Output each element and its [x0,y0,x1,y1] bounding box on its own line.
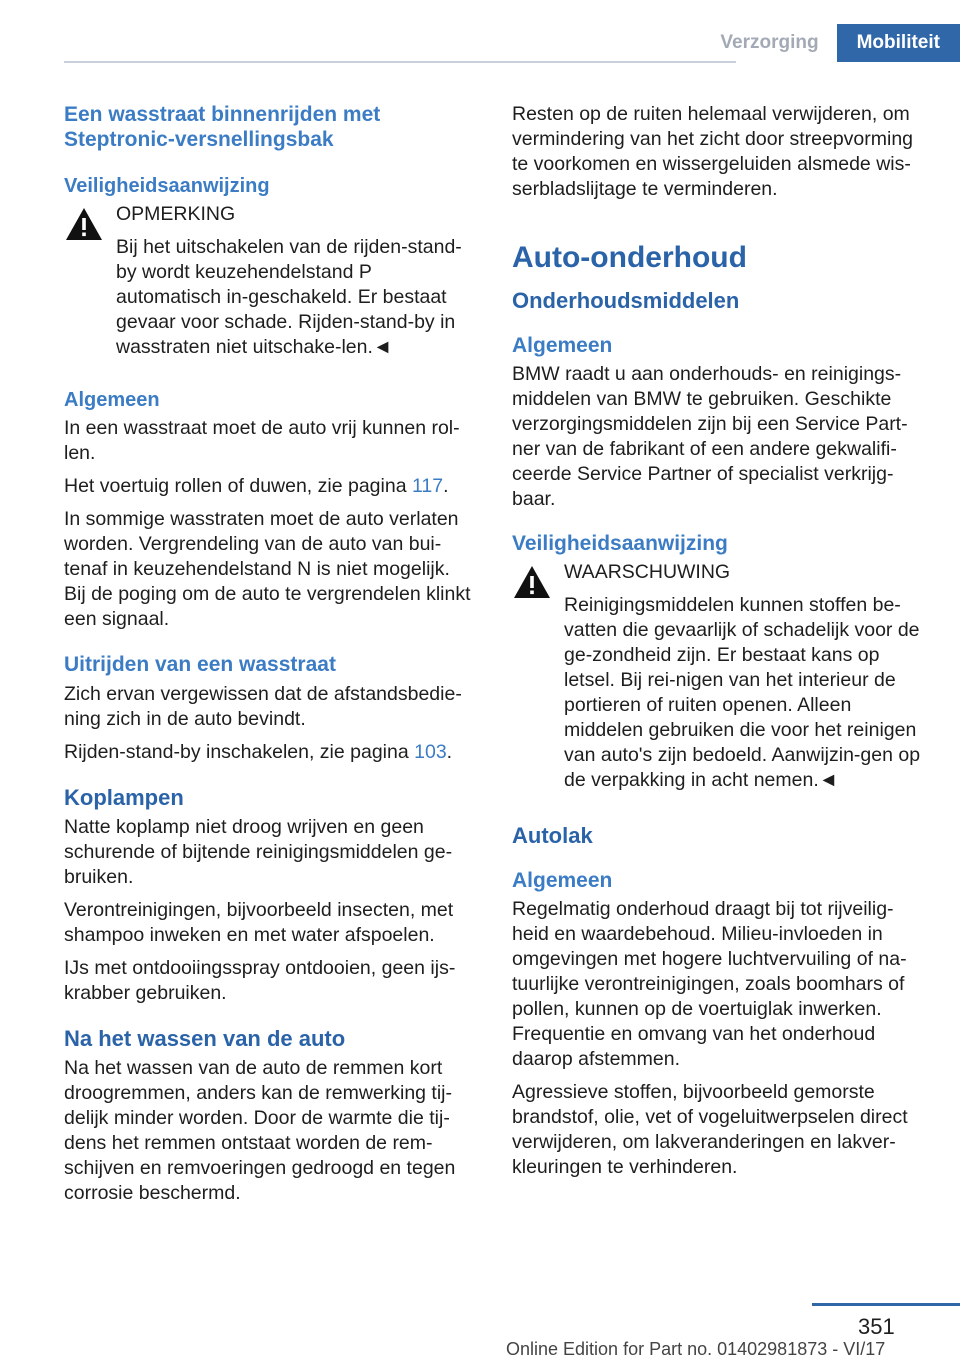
continued-paragraph: Resten op de ruiten helemaal verwijderen, om vermindering van het zicht door streepvorming te voorkomen en wissergeluiden alsmede wis-serbladslijtage te verminderen. [512,103,914,200]
heading-safety: Veiligheidsaanwijzing [64,175,270,197]
page-link-103[interactable]: 103 [414,741,447,763]
headlights-paragraph-3: IJs met ontdooiingsspray ontdooien, geen ijs-krabber gebruiken. [64,957,456,1004]
heading-general: Algemeen [64,389,160,411]
heading-exit-car-wash: Uitrijden van een wasstraat [64,653,336,676]
general-paragraph-2 [64,474,474,499]
edition-footer: Online Edition for Part no. 01402981873 - VI/17 [506,1339,886,1359]
general-paragraph-1: In een wasstraat moet de auto vrij kunnen rol-len. [64,417,460,464]
heading-general-right: Algemeen [512,334,613,357]
note-label: OPMERKING [116,203,236,225]
exit-paragraph-2-text: Rijden-stand-by inschakelen, zie pagina [64,741,415,763]
heading-care-products: Onderhoudsmiddelen [512,288,740,313]
heading-after-washing: Na het wassen van de auto [64,1026,346,1051]
page-link-117[interactable]: 117 [411,475,444,497]
right-column [512,102,922,1188]
warning-label: WAARSCHUWING [564,561,731,583]
exit-paragraph-2-end: . [446,741,453,763]
page-number: 351 [858,1314,895,1339]
paint-paragraph-2: Agressieve stoffen, bijvoorbeeld gemorste brandstof, olie, vet of vogeluitwerpselen direct verwijderen, om lakveranderingen en lakver-kleuringen te verhinderen. [512,1081,908,1178]
general-paragraph-2-text: Het voertuig rollen of duwen, zie pagina [64,475,412,497]
headlights-paragraph-1: Natte koplamp niet droog wrijven en geen schurende of bijtende reinigingsmiddelen ge-bruiken. [64,816,453,888]
section-title-car-wash: Een wasstraat binnenrijden met Steptronic-versnellingsbak [64,103,381,151]
footer-accent-rule [812,1303,960,1306]
general-paragraph-2-end: . [443,475,449,497]
left-column [64,102,474,1214]
exit-paragraph-1: Zich ervan vergewissen dat de afstandsbedie-ning zich in de auto bevindt. [64,683,462,730]
warning-text: Reinigingsmiddelen kunnen stoffen be-vatten die gevaarlijk of schadelijk voor de ge-zondheid zijn. Er bestaat kans op letsel. Bij rei-nigen van het interieur de portieren of ruiten openen. Alleen middelen gebruiken die voor het reinigen van auto's zijn bedoeld. Aanwijzin-gen op de verpakking in acht nemen.◄ [564,594,921,791]
warning-triangle-icon [512,564,552,600]
after-washing-paragraph: Na het wassen van de auto de remmen kort droogremmen, anders kan de remwerking tij-delijk minder worden. Door de warmte die tij-dens het remmen ontstaat worden de rem-schijven en remvoeringen gedroogd en tegen corrosie beschermd. [64,1057,456,1204]
general-paragraph-3: In sommige wasstraten moet de auto verlaten worden. Vergrendeling van de auto van bui-tenaf in keuzehendelstand N is niet mogelijk. Bij de poging om de auto te vergrendelen klinkt een signaal. [64,508,471,630]
heading-headlights: Koplampen [64,785,184,810]
tab-mobiliteit[interactable]: Mobiliteit [837,24,960,62]
heading-paint: Autolak [512,823,593,848]
warning-box [512,560,922,793]
care-general-paragraph: BMW raadt u aan onderhouds- en reinigings-middelen van BMW te gebruiken. Geschikte verzorgingsmiddelen zijn bij een Service Part-ner van de fabrikant of een andere gekwalifi-ceerde Service Partner of specialist verkrijg-baar. [512,363,908,510]
header-divider [64,61,736,63]
headlights-paragraph-2: Verontreinigingen, bijvoorbeeld insecten, met shampoo inweken en met water afspoelen. [64,899,454,946]
note-box [64,202,474,360]
warning-triangle-icon [64,206,104,242]
section-tabs [702,24,960,62]
heading-paint-general: Algemeen [512,869,613,892]
paint-paragraph-1: Regelmatig onderhoud draagt bij tot rijveilig-heid en waardebehoud. Milieu-invloeden in omgevingen met hogere luchtvervuiling of na-tuurlijke verontreinigingen, zoals boomhars of pollen, kunnen op de voertuiglak inwerken. Frequentie en omvang van het onderhoud daarop afstemmen. [512,898,907,1070]
tab-verzorging[interactable]: Verzorging [720,32,819,53]
note-text: Bij het uitschakelen van de rijden-stand-by wordt keuzehendelstand P automatisch in-geschakeld. Er bestaat gevaar voor schade. Rijden-stand-by in wasstraten niet uitschake-len.◄ [116,236,462,358]
heading-safety-right: Veiligheidsaanwijzing [512,532,728,555]
exit-paragraph-2 [64,740,474,765]
heading-car-care: Auto-onderhoud [512,241,747,274]
